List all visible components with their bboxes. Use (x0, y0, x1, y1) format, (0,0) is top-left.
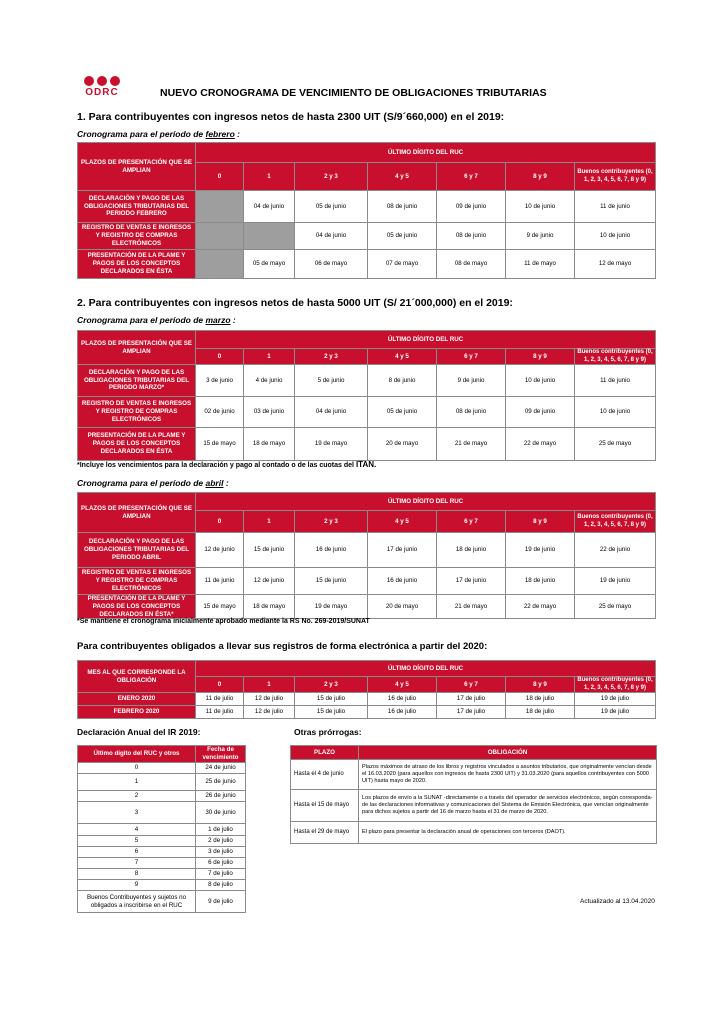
table-row (291, 790, 657, 822)
row-label: PRESENTACIÓN DE LA PLAME Y PAGOS DE LOS CONCEPTOS DECLARADOS EN ÉSTA (78, 428, 196, 461)
date-cell: 10 de junio (575, 223, 656, 250)
date-cell: 16 de junio (368, 568, 437, 595)
table-row (78, 869, 246, 880)
header-digit: Buenos contribuyentes (0, 1, 2, 3, 4, 5, 6, 7, 8 y 9) (575, 677, 656, 693)
header-digit: 0 (196, 349, 244, 365)
header-digit: 2 y 3 (295, 349, 368, 365)
schedule-feb-title: Cronograma para el período de febrero : (77, 129, 240, 139)
date-cell: 21 de mayo (437, 595, 506, 619)
date-cell: 15 de julio (295, 706, 368, 719)
row-label: ENERO 2020 (78, 693, 196, 706)
header-digit: 0 (196, 677, 244, 693)
schedule-table-mar (77, 330, 656, 461)
schedule-table-feb (77, 142, 656, 279)
row-label: PRESENTACIÓN DE LA PLAME Y PAGOS DE LOS CONCEPTOS DECLARADOS EN ÉSTA (78, 250, 196, 279)
date-cell: 18 de mayo (244, 428, 295, 461)
plazo-cell: Hasta el 4 de junio (291, 760, 359, 790)
header-digit: 1 (244, 511, 295, 533)
date-cell: 3 de julio (196, 847, 246, 858)
date-cell: 18 de junio (506, 568, 575, 595)
table-row (291, 822, 657, 844)
date-cell: 18 de junio (437, 533, 506, 568)
date-cell: 05 de junio (368, 223, 437, 250)
date-cell: 19 de julio (575, 693, 656, 706)
header-digit: 8 y 9 (506, 163, 575, 191)
header-plazo: PLAZO (291, 746, 359, 760)
header-digit: 4 y 5 (368, 349, 437, 365)
header-digit: 1 (244, 349, 295, 365)
table-row (78, 693, 656, 706)
row-label: DECLARACIÓN Y PAGO DE LAS OBLIGACIONES TRIBUTARIAS DEL PERIODO FEBRERO (78, 191, 196, 223)
plazo-cell: Hasta el 29 de mayo (291, 822, 359, 844)
date-cell: 9 de julio (196, 891, 246, 913)
date-cell: 19 de julio (575, 706, 656, 719)
table-row (78, 223, 656, 250)
logo-dots-icon (80, 76, 124, 86)
date-cell: 19 de mayo (295, 428, 368, 461)
date-cell: 11 de junio (575, 365, 656, 397)
date-cell: 11 de mayo (506, 250, 575, 279)
header-row (291, 746, 657, 760)
header-digit: 6 y 7 (437, 677, 506, 693)
date-cell: 04 de junio (295, 397, 368, 428)
row-label: FEBRERO 2020 (78, 706, 196, 719)
header-obligacion: OBLIGACIÓN (359, 746, 657, 760)
note-itan: *Incluye los vencimientos para la declaración y pago al contado o de las cuotas del ITAN. (77, 460, 377, 469)
table-row (78, 533, 656, 568)
ir-title: Declaración Anual del IR 2019: (77, 727, 201, 737)
table-row (78, 891, 246, 913)
date-cell: 08 de junio (437, 397, 506, 428)
ruc-cell: Buenos Contribuyentes y sujetos no obligados a inscribirse en el RUC (78, 891, 196, 913)
header-digit: 8 y 9 (506, 349, 575, 365)
date-cell: 16 de junio (295, 533, 368, 568)
table-row (78, 595, 656, 619)
date-cell: 07 de mayo (368, 250, 437, 279)
table-row (78, 847, 246, 858)
header-digit: Buenos contribuyentes (0, 1, 2, 3, 4, 5, 6, 7, 8 y 9) (575, 163, 656, 191)
row-label: DECLARACIÓN Y PAGO DE LAS OBLIGACIONES TRIBUTARIAS DEL PERIODO ABRIL (78, 533, 196, 568)
header-digit: 0 (196, 163, 244, 191)
table-row (78, 428, 656, 461)
header-ruc: Último dígito del RUC y otros (78, 746, 196, 763)
table-row (78, 824, 246, 836)
table-row (78, 791, 246, 802)
header-plazos: PLAZOS DE PRESENTACIÓN QUE SE AMPLIAN (78, 143, 196, 191)
plazo-cell: Hasta el 15 de mayo (291, 790, 359, 822)
date-cell: 08 de mayo (437, 250, 506, 279)
row-label: PRESENTACIÓN DE LA PLAME Y PAGOS DE LOS CONCEPTOS DECLARADOS EN ÉSTA* (78, 595, 196, 619)
date-cell: 17 de julio (437, 706, 506, 719)
date-cell: 4 de junio (244, 365, 295, 397)
odrc-logo (80, 76, 124, 98)
date-cell: 16 de julio (368, 706, 437, 719)
date-cell: 7 de julio (196, 869, 246, 880)
header-fecha: Fecha de vencimiento (196, 746, 246, 763)
date-cell: 15 de mayo (196, 595, 244, 619)
date-cell: 22 de junio (575, 533, 656, 568)
date-cell: 08 de junio (368, 191, 437, 223)
header-plazos: PLAZOS DE PRESENTACIÓN QUE SE AMPLIAN (78, 331, 196, 365)
date-cell: 04 de junio (244, 191, 295, 223)
date-cell: 15 de mayo (196, 428, 244, 461)
date-cell: 12 de mayo (575, 250, 656, 279)
date-cell: 10 de junio (506, 365, 575, 397)
section1-title: 1. Para contribuyentes con ingresos netos de hasta 2300 UIT (S/9´660,000) en el 2019: (77, 111, 505, 123)
date-cell: 19 de junio (506, 533, 575, 568)
header-ultimo-digito: ÚLTIMO DÍGITO DEL RUC (196, 331, 656, 349)
date-cell: 19 de mayo (295, 595, 368, 619)
header-row (78, 746, 246, 763)
empty-cell (196, 191, 244, 223)
header-digit: 4 y 5 (368, 511, 437, 533)
table-row (78, 706, 656, 719)
obligacion-cell: Los plazos de envío a la SUNAT -directamente o a través del operador de servicios electrónicos, según corresponda- de las declaraciones informativas y comunicaciones del Sistema de Emisión Electrónica, que vencían originalmente para dichos sujetos a partir del 16 de marzo hasta el 31 de marzo de 2020. (359, 790, 657, 822)
date-cell: 06 de mayo (295, 250, 368, 279)
header-digit: 8 y 9 (506, 511, 575, 533)
table-row (78, 763, 246, 774)
note-rs: *Se mantiene el cronograma inicialmente aprobado mediante la RS No. 269-2019/SUNAT (77, 618, 370, 625)
header-digit: 4 y 5 (368, 677, 437, 693)
date-cell: 10 de junio (575, 397, 656, 428)
date-cell: 08 de junio (437, 223, 506, 250)
date-cell: 11 de julio (196, 706, 244, 719)
schedule-table-abr (77, 492, 656, 619)
date-cell: 18 de julio (506, 706, 575, 719)
date-cell: 5 de junio (295, 365, 368, 397)
date-cell: 05 de junio (295, 191, 368, 223)
date-cell: 6 de julio (196, 858, 246, 869)
header-digit: 0 (196, 511, 244, 533)
date-cell: 25 de mayo (575, 595, 656, 619)
date-cell: 17 de junio (437, 568, 506, 595)
electronic-registers-table (77, 660, 656, 719)
date-cell: 8 de junio (368, 365, 437, 397)
header-ultimo-digito: ÚLTIMO DÍGITO DEL RUC (196, 143, 656, 163)
date-cell: 26 de junio (196, 791, 246, 802)
header-digit: Buenos contribuyentes (0, 1, 2, 3, 4, 5, 6, 7, 8 y 9) (575, 511, 656, 533)
date-cell: 05 de junio (368, 397, 437, 428)
schedule-abr-title: Cronograma para el período de abril : (77, 478, 229, 488)
date-cell: 24 de junio (196, 763, 246, 774)
table-row (78, 836, 246, 847)
obligacion-cell: El plazo para presentar la declaración anual de operaciones con terceros (DAOT). (359, 822, 657, 844)
empty-cell (196, 223, 244, 250)
date-cell: 12 de julio (244, 706, 295, 719)
date-cell: 02 de junio (196, 397, 244, 428)
row-label: REGISTRO DE VENTAS E INGRESOS Y REGISTRO DE COMPRAS ELECTRÓNICOS (78, 223, 196, 250)
updated-date: Actualizado al 13.04.2020 (580, 898, 655, 905)
header-row (78, 661, 656, 677)
date-cell: 19 de junio (575, 568, 656, 595)
date-cell: 18 de julio (506, 693, 575, 706)
ruc-cell: 0 (78, 763, 196, 774)
date-cell: 16 de julio (368, 693, 437, 706)
table-row (78, 365, 656, 397)
header-digit: Buenos contribuyentes (0, 1, 2, 3, 4, 5, 6, 7, 8 y 9) (575, 349, 656, 365)
schedule-mar-title: Cronograma para el período de marzo : (77, 315, 236, 325)
row-label: DECLARACIÓN Y PAGO DE LAS OBLIGACIONES TRIBUTARIAS DEL PERIODO MARZO* (78, 365, 196, 397)
header-row (78, 493, 656, 511)
date-cell: 09 de junio (437, 191, 506, 223)
date-cell: 17 de julio (437, 693, 506, 706)
date-cell: 25 de mayo (575, 428, 656, 461)
table-row (291, 760, 657, 790)
header-ultimo-digito: ÚLTIMO DÍGITO DEL RUC (196, 493, 656, 511)
table-row (78, 858, 246, 869)
otras-title: Otras prórrogas: (294, 727, 362, 737)
header-ultimo-digito: ÚLTIMO DÍGITO DEL RUC (196, 661, 656, 677)
date-cell: 25 de junio (196, 774, 246, 791)
empty-cell (244, 223, 295, 250)
table-row (78, 191, 656, 223)
date-cell: 9 de junio (506, 223, 575, 250)
date-cell: 20 de mayo (368, 595, 437, 619)
empty-cell (196, 250, 244, 279)
date-cell: 30 de junio (196, 802, 246, 824)
header-digit: 8 y 9 (506, 677, 575, 693)
table-row (78, 568, 656, 595)
page-title: NUEVO CRONOGRAMA DE VENCIMIENTO DE OBLIGACIONES TRIBUTARIAS (160, 87, 547, 99)
header-digit: 2 y 3 (295, 163, 368, 191)
ir-table (77, 745, 246, 913)
section2-title: 2. Para contribuyentes con ingresos netos de hasta 5000 UIT (S/ 21´000,000) en el 2019: (77, 297, 513, 309)
header-plazos: PLAZOS DE PRESENTACIÓN QUE SE AMPLIAN (78, 493, 196, 533)
header-digit: 6 y 7 (437, 163, 506, 191)
ruc-cell: 2 (78, 791, 196, 802)
table-row (78, 880, 246, 891)
ruc-cell: 1 (78, 774, 196, 791)
date-cell: 18 de mayo (244, 595, 295, 619)
date-cell: 15 de junio (295, 568, 368, 595)
date-cell: 20 de mayo (368, 428, 437, 461)
header-digit: 2 y 3 (295, 677, 368, 693)
section3-title: Para contribuyentes obligados a llevar sus registros de forma electrónica a partir del 2020: (77, 641, 488, 652)
ruc-cell: 8 (78, 869, 196, 880)
header-digit: 6 y 7 (437, 349, 506, 365)
date-cell: 05 de mayo (244, 250, 295, 279)
date-cell: 11 de junio (575, 191, 656, 223)
table-row (78, 397, 656, 428)
ruc-cell: 6 (78, 847, 196, 858)
date-cell: 17 de junio (368, 533, 437, 568)
row-label: REGISTRO DE VENTAS E INGRESOS Y REGISTRO DE COMPRAS ELECTRÓNICOS (78, 397, 196, 428)
header-digit: 1 (244, 163, 295, 191)
header-digit: 2 y 3 (295, 511, 368, 533)
row-label: REGISTRO DE VENTAS E INGRESOS Y REGISTRO DE COMPRAS ELECTRÓNICOS (78, 568, 196, 595)
date-cell: 22 de mayo (506, 428, 575, 461)
date-cell: 04 de junio (295, 223, 368, 250)
date-cell: 15 de julio (295, 693, 368, 706)
date-cell: 9 de junio (437, 365, 506, 397)
date-cell: 22 de mayo (506, 595, 575, 619)
header-digit: 6 y 7 (437, 511, 506, 533)
date-cell: 10 de junio (506, 191, 575, 223)
table-row (78, 250, 656, 279)
date-cell: 12 de junio (196, 533, 244, 568)
date-cell: 21 de mayo (437, 428, 506, 461)
date-cell: 12 de junio (244, 568, 295, 595)
ruc-cell: 4 (78, 824, 196, 836)
ruc-cell: 7 (78, 858, 196, 869)
date-cell: 15 de junio (244, 533, 295, 568)
header-plazos: MES AL QUE CORRESPONDE LA OBLIGACIÓN (78, 661, 196, 693)
header-row (78, 331, 656, 349)
header-digit: 1 (244, 677, 295, 693)
date-cell: 11 de julio (196, 693, 244, 706)
date-cell: 09 de junio (506, 397, 575, 428)
header-row (78, 143, 656, 163)
ruc-cell: 5 (78, 836, 196, 847)
date-cell: 03 de junio (244, 397, 295, 428)
date-cell: 1 de julio (196, 824, 246, 836)
date-cell: 3 de junio (196, 365, 244, 397)
logo-text: ODRC (85, 87, 119, 98)
date-cell: 8 de julio (196, 880, 246, 891)
ruc-cell: 3 (78, 802, 196, 824)
otras-prorrogas-table (290, 745, 657, 844)
date-cell: 12 de julio (244, 693, 295, 706)
table-row (78, 802, 246, 824)
header-digit: 4 y 5 (368, 163, 437, 191)
ruc-cell: 9 (78, 880, 196, 891)
table-row (78, 774, 246, 791)
date-cell: 11 de junio (196, 568, 244, 595)
obligacion-cell: Plazos máximos de atraso de los libros y registros vinculados a asuntos tributarios, que originalmente vencían desde el 16.03.2020 (para aquellos con ingresos de hasta 2300 UIT) y 31.03.2020 (para aquellos contribuyentes con 5000 UIT) hasta mayo de 2020. (359, 760, 657, 790)
date-cell: 2 de julio (196, 836, 246, 847)
